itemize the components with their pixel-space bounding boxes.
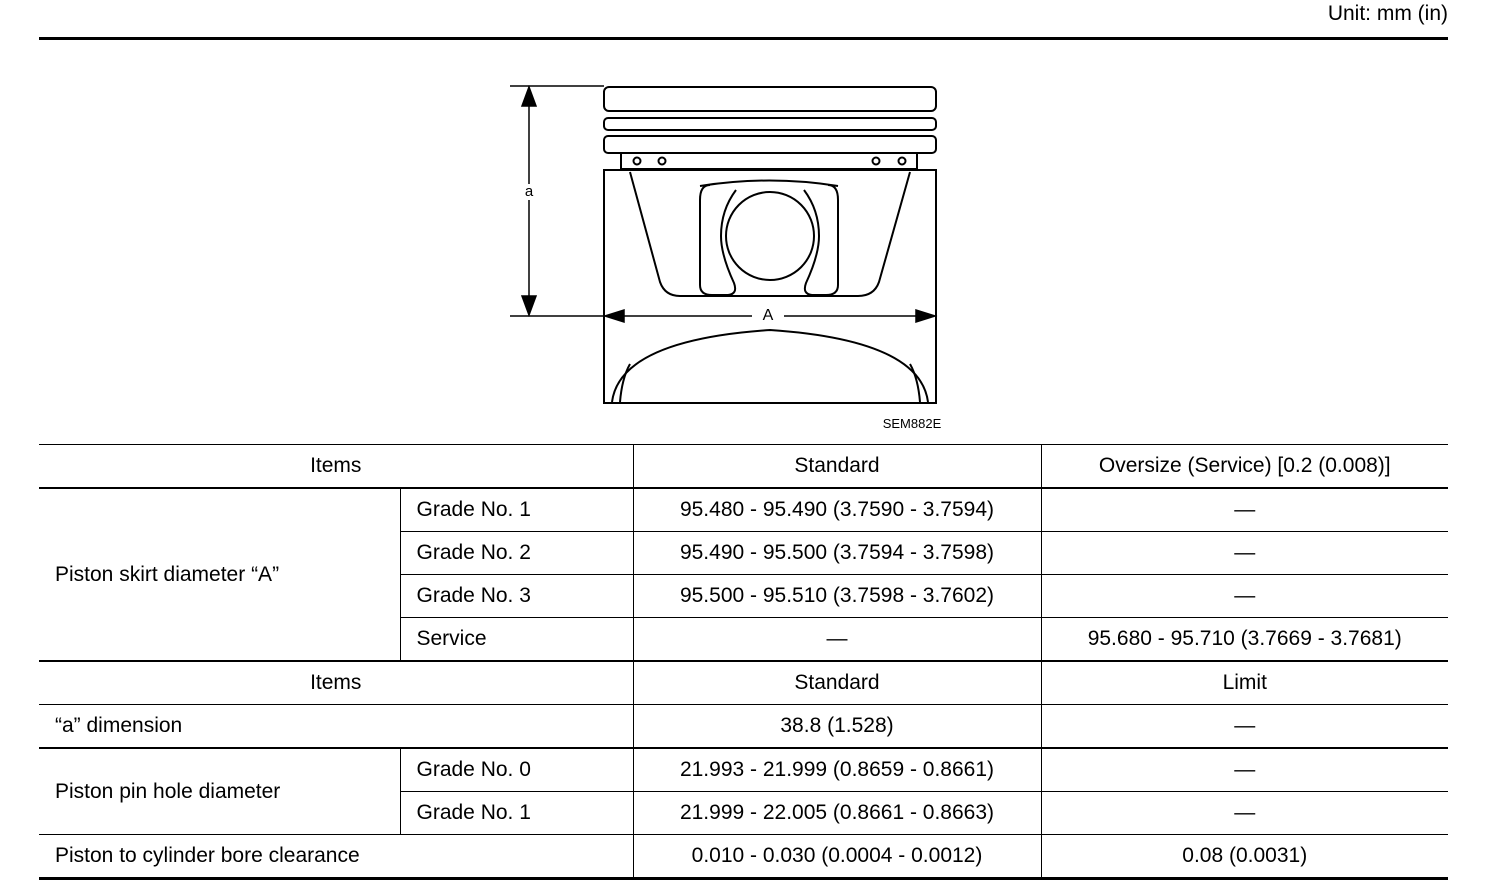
standard-cell: 38.8 (1.528) xyxy=(633,705,1041,749)
header-limit: Limit xyxy=(1041,661,1448,705)
figure-code: SEM882E xyxy=(882,416,942,431)
a-dimension-label: “a” dimension xyxy=(39,705,633,749)
dimension-a-arrow-up xyxy=(522,87,536,106)
oversize-cell: 95.680 - 95.710 (3.7669 - 3.7681) xyxy=(1041,618,1448,662)
standard-cell: 95.490 - 95.500 (3.7594 - 3.7598) xyxy=(633,532,1041,575)
dimension-A-arrow-left xyxy=(605,310,624,322)
grade-cell: Grade No. 1 xyxy=(400,792,633,835)
table-row xyxy=(39,748,1448,792)
skirt-arc xyxy=(612,330,928,402)
table-row xyxy=(39,488,1448,532)
pin-hole xyxy=(726,192,814,280)
pin-hole-label: Piston pin hole diameter xyxy=(39,748,400,835)
grade-cell: Grade No. 3 xyxy=(400,575,633,618)
dimension-A-label: A xyxy=(762,307,774,324)
grade-cell: Grade No. 0 xyxy=(400,748,633,792)
dimension-a-arrow-down xyxy=(522,296,536,315)
dimension-A-arrow-right xyxy=(916,310,935,322)
piston-third-ring xyxy=(604,136,936,153)
skirt-diameter-label: Piston skirt diameter “A” xyxy=(39,488,400,661)
grade-cell: Grade No. 2 xyxy=(400,532,633,575)
piston-spec-table xyxy=(39,444,1448,880)
grade-cell: Grade No. 1 xyxy=(400,488,633,532)
standard-cell: 0.010 - 0.030 (0.0004 - 0.0012) xyxy=(633,835,1041,879)
header-standard: Standard xyxy=(633,661,1041,705)
clearance-label: Piston to cylinder bore clearance xyxy=(39,835,633,879)
standard-cell: 21.993 - 21.999 (0.8659 - 0.8661) xyxy=(633,748,1041,792)
limit-cell: — xyxy=(1041,748,1448,792)
pin-boss xyxy=(630,172,910,296)
table-row xyxy=(39,705,1448,749)
table-row xyxy=(39,835,1448,879)
grade-cell: Service xyxy=(400,618,633,662)
standard-cell: 95.500 - 95.510 (3.7598 - 3.7602) xyxy=(633,575,1041,618)
oversize-cell: — xyxy=(1041,575,1448,618)
table-header-row xyxy=(39,661,1448,705)
standard-cell: 95.480 - 95.490 (3.7590 - 3.7594) xyxy=(633,488,1041,532)
limit-cell: 0.08 (0.0031) xyxy=(1041,835,1448,879)
oversize-cell: — xyxy=(1041,532,1448,575)
standard-cell: — xyxy=(633,618,1041,662)
piston-crown-ring xyxy=(604,87,936,111)
header-items: Items xyxy=(39,661,633,705)
table-header-row xyxy=(39,445,1448,489)
header-standard: Standard xyxy=(633,445,1041,489)
limit-cell: — xyxy=(1041,705,1448,749)
standard-cell: 21.999 - 22.005 (0.8661 - 0.8663) xyxy=(633,792,1041,835)
piston-second-ring xyxy=(604,118,936,130)
oversize-cell: — xyxy=(1041,488,1448,532)
piston-skirt xyxy=(604,170,936,403)
limit-cell: — xyxy=(1041,792,1448,835)
header-oversize: Oversize (Service) [0.2 (0.008)] xyxy=(1041,445,1448,489)
header-items: Items xyxy=(39,445,633,489)
dimension-a-label: a xyxy=(524,183,534,200)
unit-label: Unit: mm (in) xyxy=(1327,2,1448,25)
